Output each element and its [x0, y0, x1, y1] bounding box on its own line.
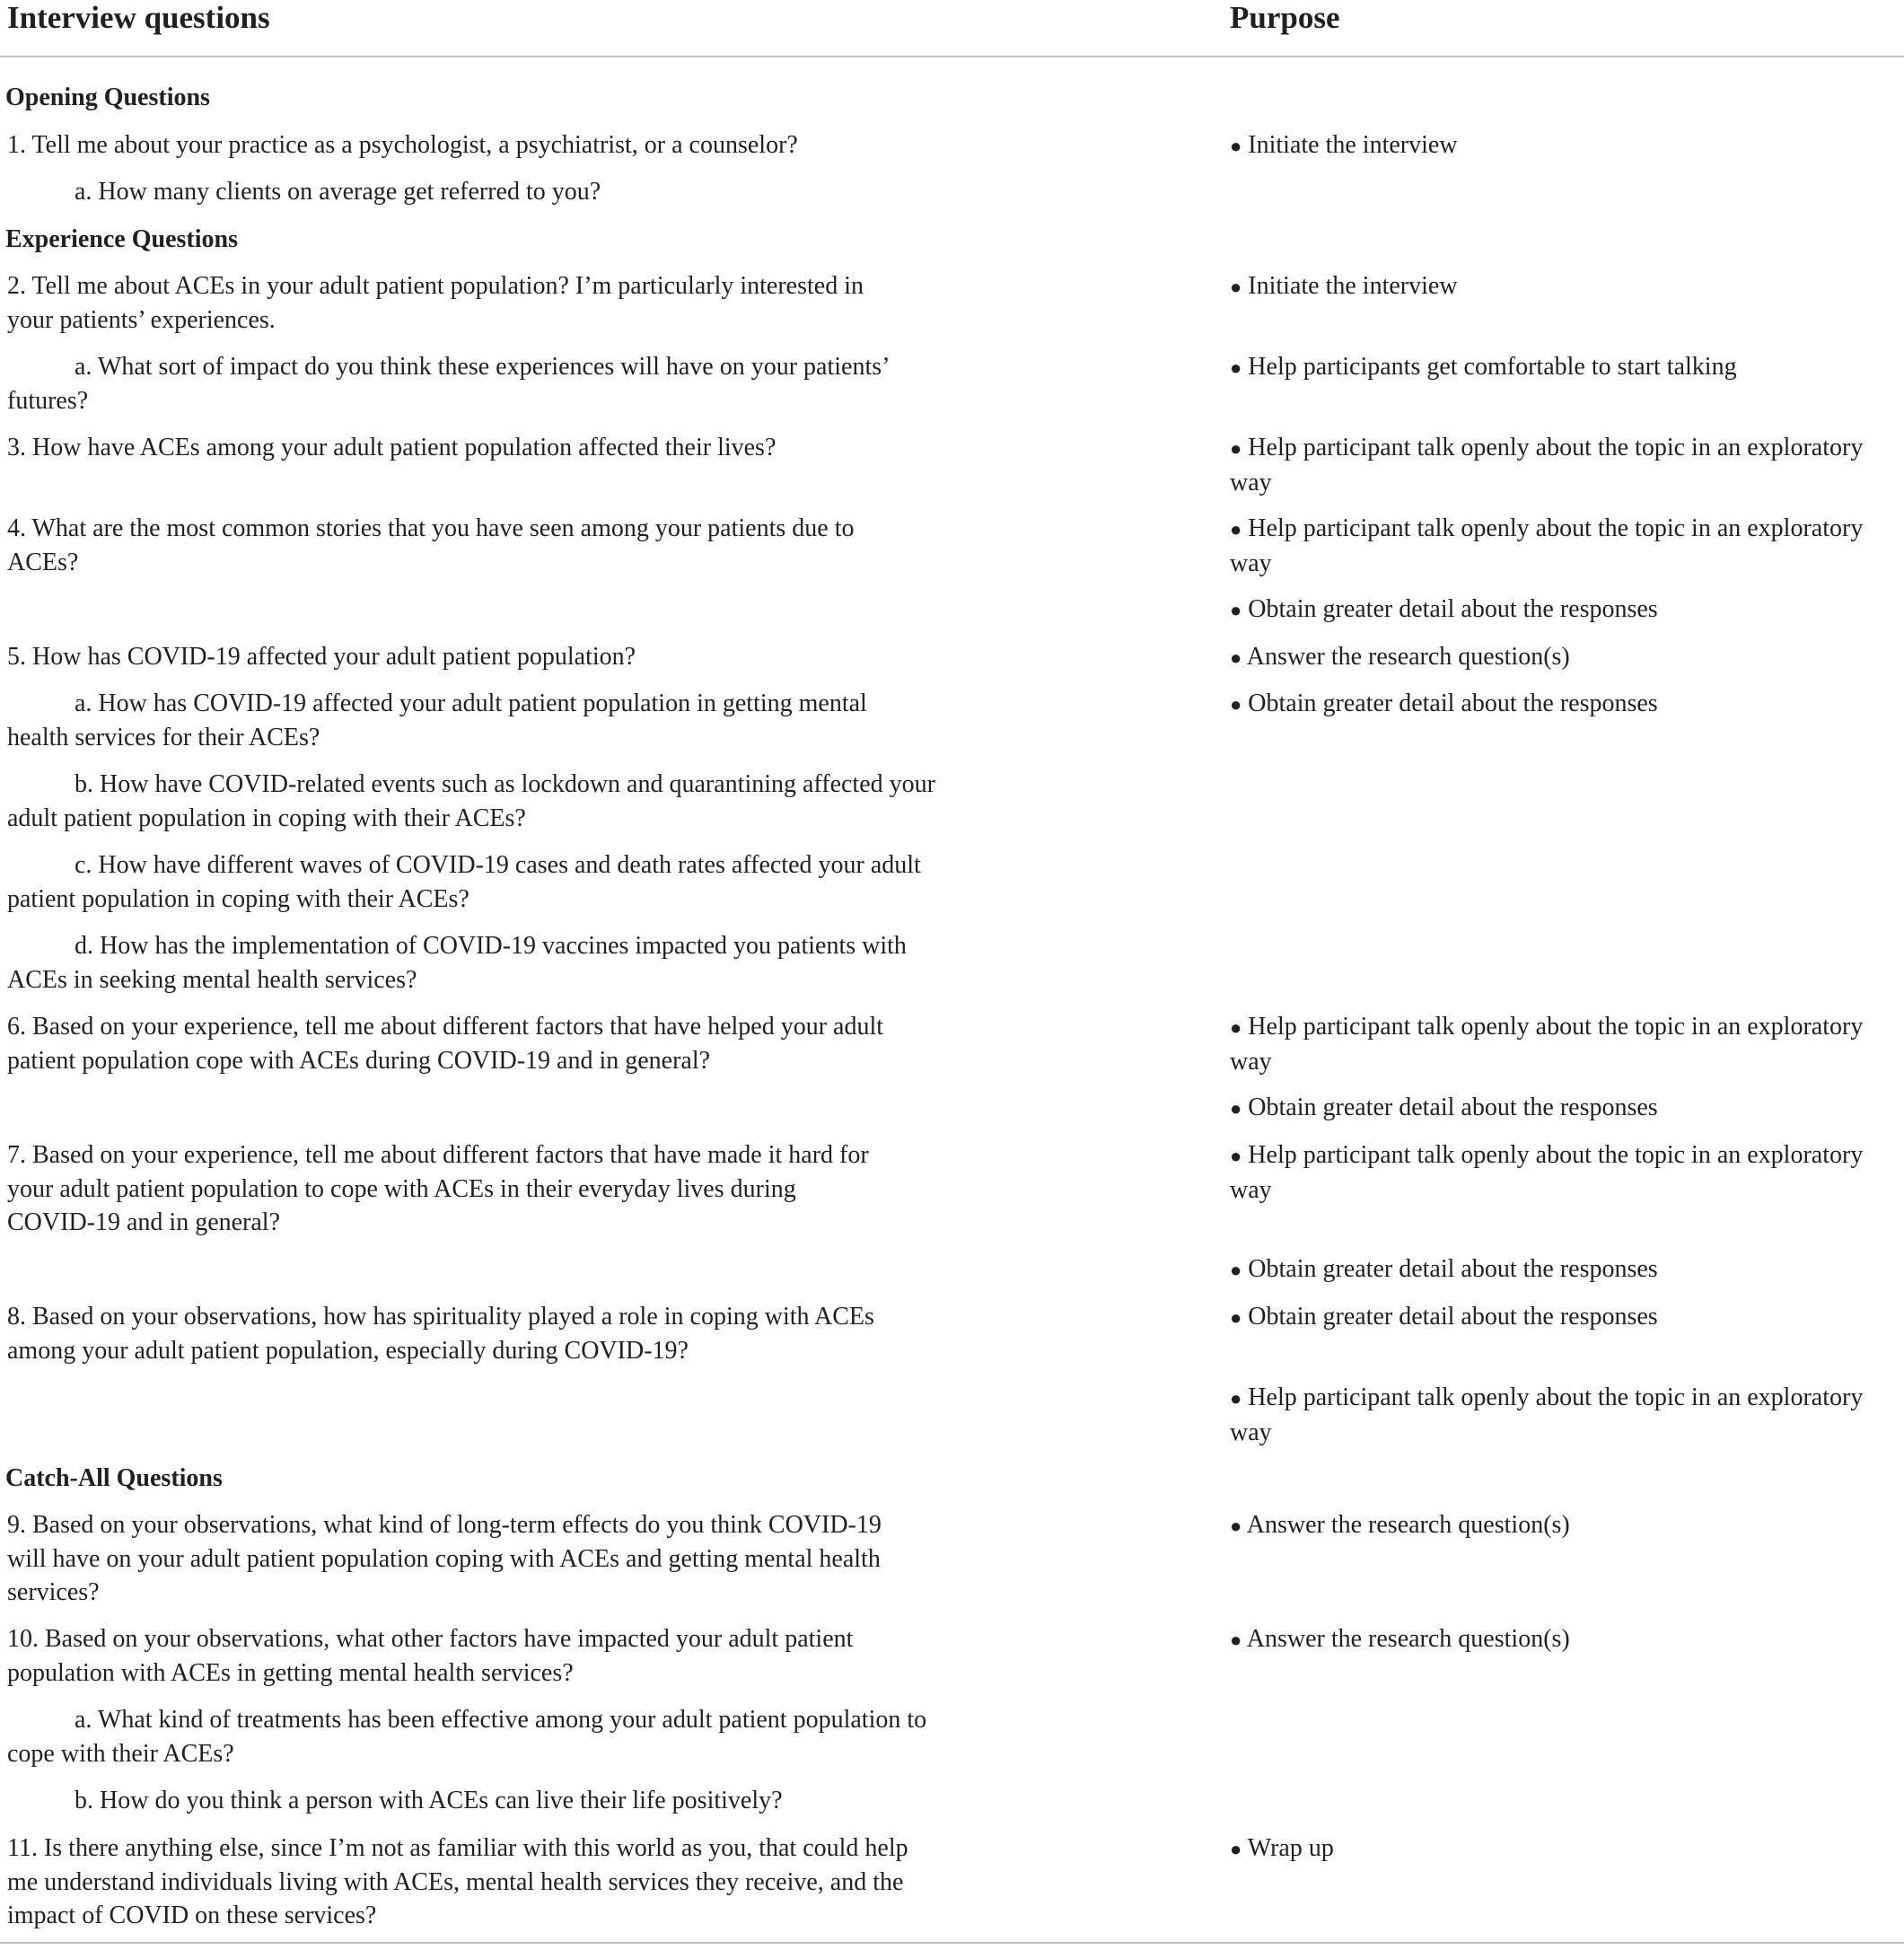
- question: 2. Tell me about ACEs in your adult patient population? I’m particularly interested in your patients’ experiences.: [7, 272, 864, 334]
- sub-question: a. How has COVID-19 affected your adult patient population in getting mental health services for their ACEs?: [7, 690, 867, 751]
- purpose-text: Help participant talk openly about the topic in an exploratory way: [1230, 434, 1864, 496]
- question: 3. How have ACEs among your adult patient population affected their lives?: [7, 434, 777, 461]
- bullet-icon: ●: [1230, 1145, 1242, 1167]
- question: 6. Based on your experience, tell me about different factors that have helped your adult patient population cope with ACEs during COVID-19 and in general?: [7, 1013, 884, 1075]
- bullet-icon: ●: [1230, 1629, 1242, 1651]
- purpose-item: [1230, 350, 1903, 385]
- question: 7. Based on your experience, tell me about different factors that have made it hard for your adult patient population to cope with ACEs in their everyday lives during COVID-19 and in general?: [7, 1141, 869, 1236]
- purpose-text: Obtain greater detail about the responses: [1242, 1303, 1658, 1331]
- sub-question: a. How many clients on average get referred to you?: [75, 178, 601, 206]
- bullet-icon: ●: [1230, 1097, 1242, 1120]
- question: 9. Based on your observations, what kind of long-term effects do you think COVID-19 will have on your adult patient population coping with ACEs and getting mental health services?: [7, 1511, 882, 1606]
- purpose-item: [1230, 1010, 1903, 1078]
- purpose-item: [1230, 1508, 1903, 1543]
- purpose-item: [1230, 1381, 1903, 1449]
- bullet-icon: ●: [1230, 1016, 1242, 1039]
- purpose-item: [1230, 640, 1903, 675]
- purpose-text: Help participant talk openly about the topic in an exploratory way: [1230, 1141, 1864, 1204]
- sub-question: c. How have different waves of COVID-19 cases and death rates affected your adult patient population in coping with their ACEs?: [7, 851, 921, 913]
- bullet-icon: ●: [1230, 437, 1242, 460]
- bullet-icon: ●: [1230, 1387, 1242, 1410]
- purpose-item: [1230, 1252, 1903, 1287]
- purpose-item: [1230, 1091, 1903, 1126]
- purpose-item: [1230, 431, 1903, 499]
- bullet-icon: ●: [1230, 1259, 1242, 1281]
- sub-question: a. What kind of treatments has been effective among your adult patient population to cope with their ACEs?: [7, 1706, 927, 1768]
- section-heading: Catch-All Questions: [5, 1464, 223, 1492]
- purpose-text: Help participant talk openly about the topic in an exploratory way: [1230, 514, 1864, 577]
- purpose-text: Obtain greater detail about the responses: [1242, 1255, 1658, 1283]
- bullet-icon: ●: [1230, 135, 1242, 157]
- purpose-item: [1230, 593, 1903, 628]
- bullet-icon: ●: [1230, 1515, 1242, 1537]
- bullet-icon: ●: [1230, 599, 1242, 621]
- purpose-item: [1230, 512, 1903, 580]
- question: 10. Based on your observations, what other factors have impacted your adult patient population with ACEs in getting mental health services?: [7, 1625, 854, 1687]
- purpose-text: Obtain greater detail about the responses: [1242, 690, 1658, 717]
- purpose-text: Answer the research question(s): [1242, 643, 1570, 671]
- question: 8. Based on your observations, how has spirituality played a role in coping with ACEs among your adult patient population, especially during COVID-19?: [7, 1303, 874, 1365]
- bottom-divider: [0, 1942, 1904, 1944]
- bullet-icon: ●: [1230, 646, 1242, 669]
- sub-question: a. What sort of impact do you think these experiences will have on your patients’ futures?: [7, 353, 891, 415]
- sub-question: d. How has the implementation of COVID-19 vaccines impacted you patients with ACEs in seeking mental health services?: [7, 932, 907, 994]
- purpose-text: Initiate the interview: [1242, 131, 1458, 159]
- purpose-text: Answer the research question(s): [1242, 1511, 1570, 1539]
- purpose-item: [1230, 1300, 1903, 1335]
- section-heading: Experience Questions: [5, 225, 238, 253]
- purpose-item: [1230, 1622, 1903, 1657]
- purpose-text: Help participant talk openly about the topic in an exploratory way: [1230, 1013, 1864, 1076]
- purpose-text: Initiate the interview: [1242, 272, 1458, 300]
- purpose-item: [1230, 128, 1903, 163]
- bullet-icon: ●: [1230, 693, 1242, 716]
- purpose-item: [1230, 1831, 1903, 1867]
- column-header-purpose: Purpose: [1230, 0, 1340, 35]
- question: 4. What are the most common stories that you have seen among your patients due to ACEs?: [7, 514, 855, 576]
- section-heading: Opening Questions: [5, 83, 210, 111]
- question: 11. Is there anything else, since I’m not as familiar with this world as you, that could help me understand individuals living with ACEs, mental health services they receive, and the impact of COVID on these services?: [7, 1834, 908, 1929]
- purpose-text: Help participant talk openly about the topic in an exploratory way: [1230, 1383, 1864, 1446]
- purpose-item: [1230, 1138, 1903, 1207]
- bullet-icon: ●: [1230, 518, 1242, 540]
- bullet-icon: ●: [1230, 356, 1242, 379]
- purpose-text: Wrap up: [1242, 1834, 1334, 1862]
- bullet-icon: ●: [1230, 1838, 1242, 1860]
- purpose-item: [1230, 269, 1903, 304]
- purpose-item: [1230, 687, 1903, 722]
- bullet-icon: ●: [1230, 276, 1242, 298]
- bullet-icon: ●: [1230, 1306, 1242, 1329]
- purpose-text: Answer the research question(s): [1242, 1625, 1570, 1653]
- question: 1. Tell me about your practice as a psychologist, a psychiatrist, or a counselor?: [7, 131, 798, 159]
- column-header-interview-questions: Interview questions: [7, 0, 270, 35]
- question: 5. How has COVID-19 affected your adult patient population?: [7, 643, 636, 671]
- sub-question: b. How have COVID-related events such as lockdown and quarantining affected your adult patient population in coping with their ACEs?: [7, 770, 935, 832]
- purpose-text: Help participants get comfortable to start talking: [1242, 353, 1737, 381]
- purpose-text: Obtain greater detail about the responses: [1242, 1094, 1658, 1121]
- sub-question: b. How do you think a person with ACEs can live their life positively?: [75, 1787, 783, 1814]
- purpose-text: Obtain greater detail about the responses: [1242, 595, 1658, 623]
